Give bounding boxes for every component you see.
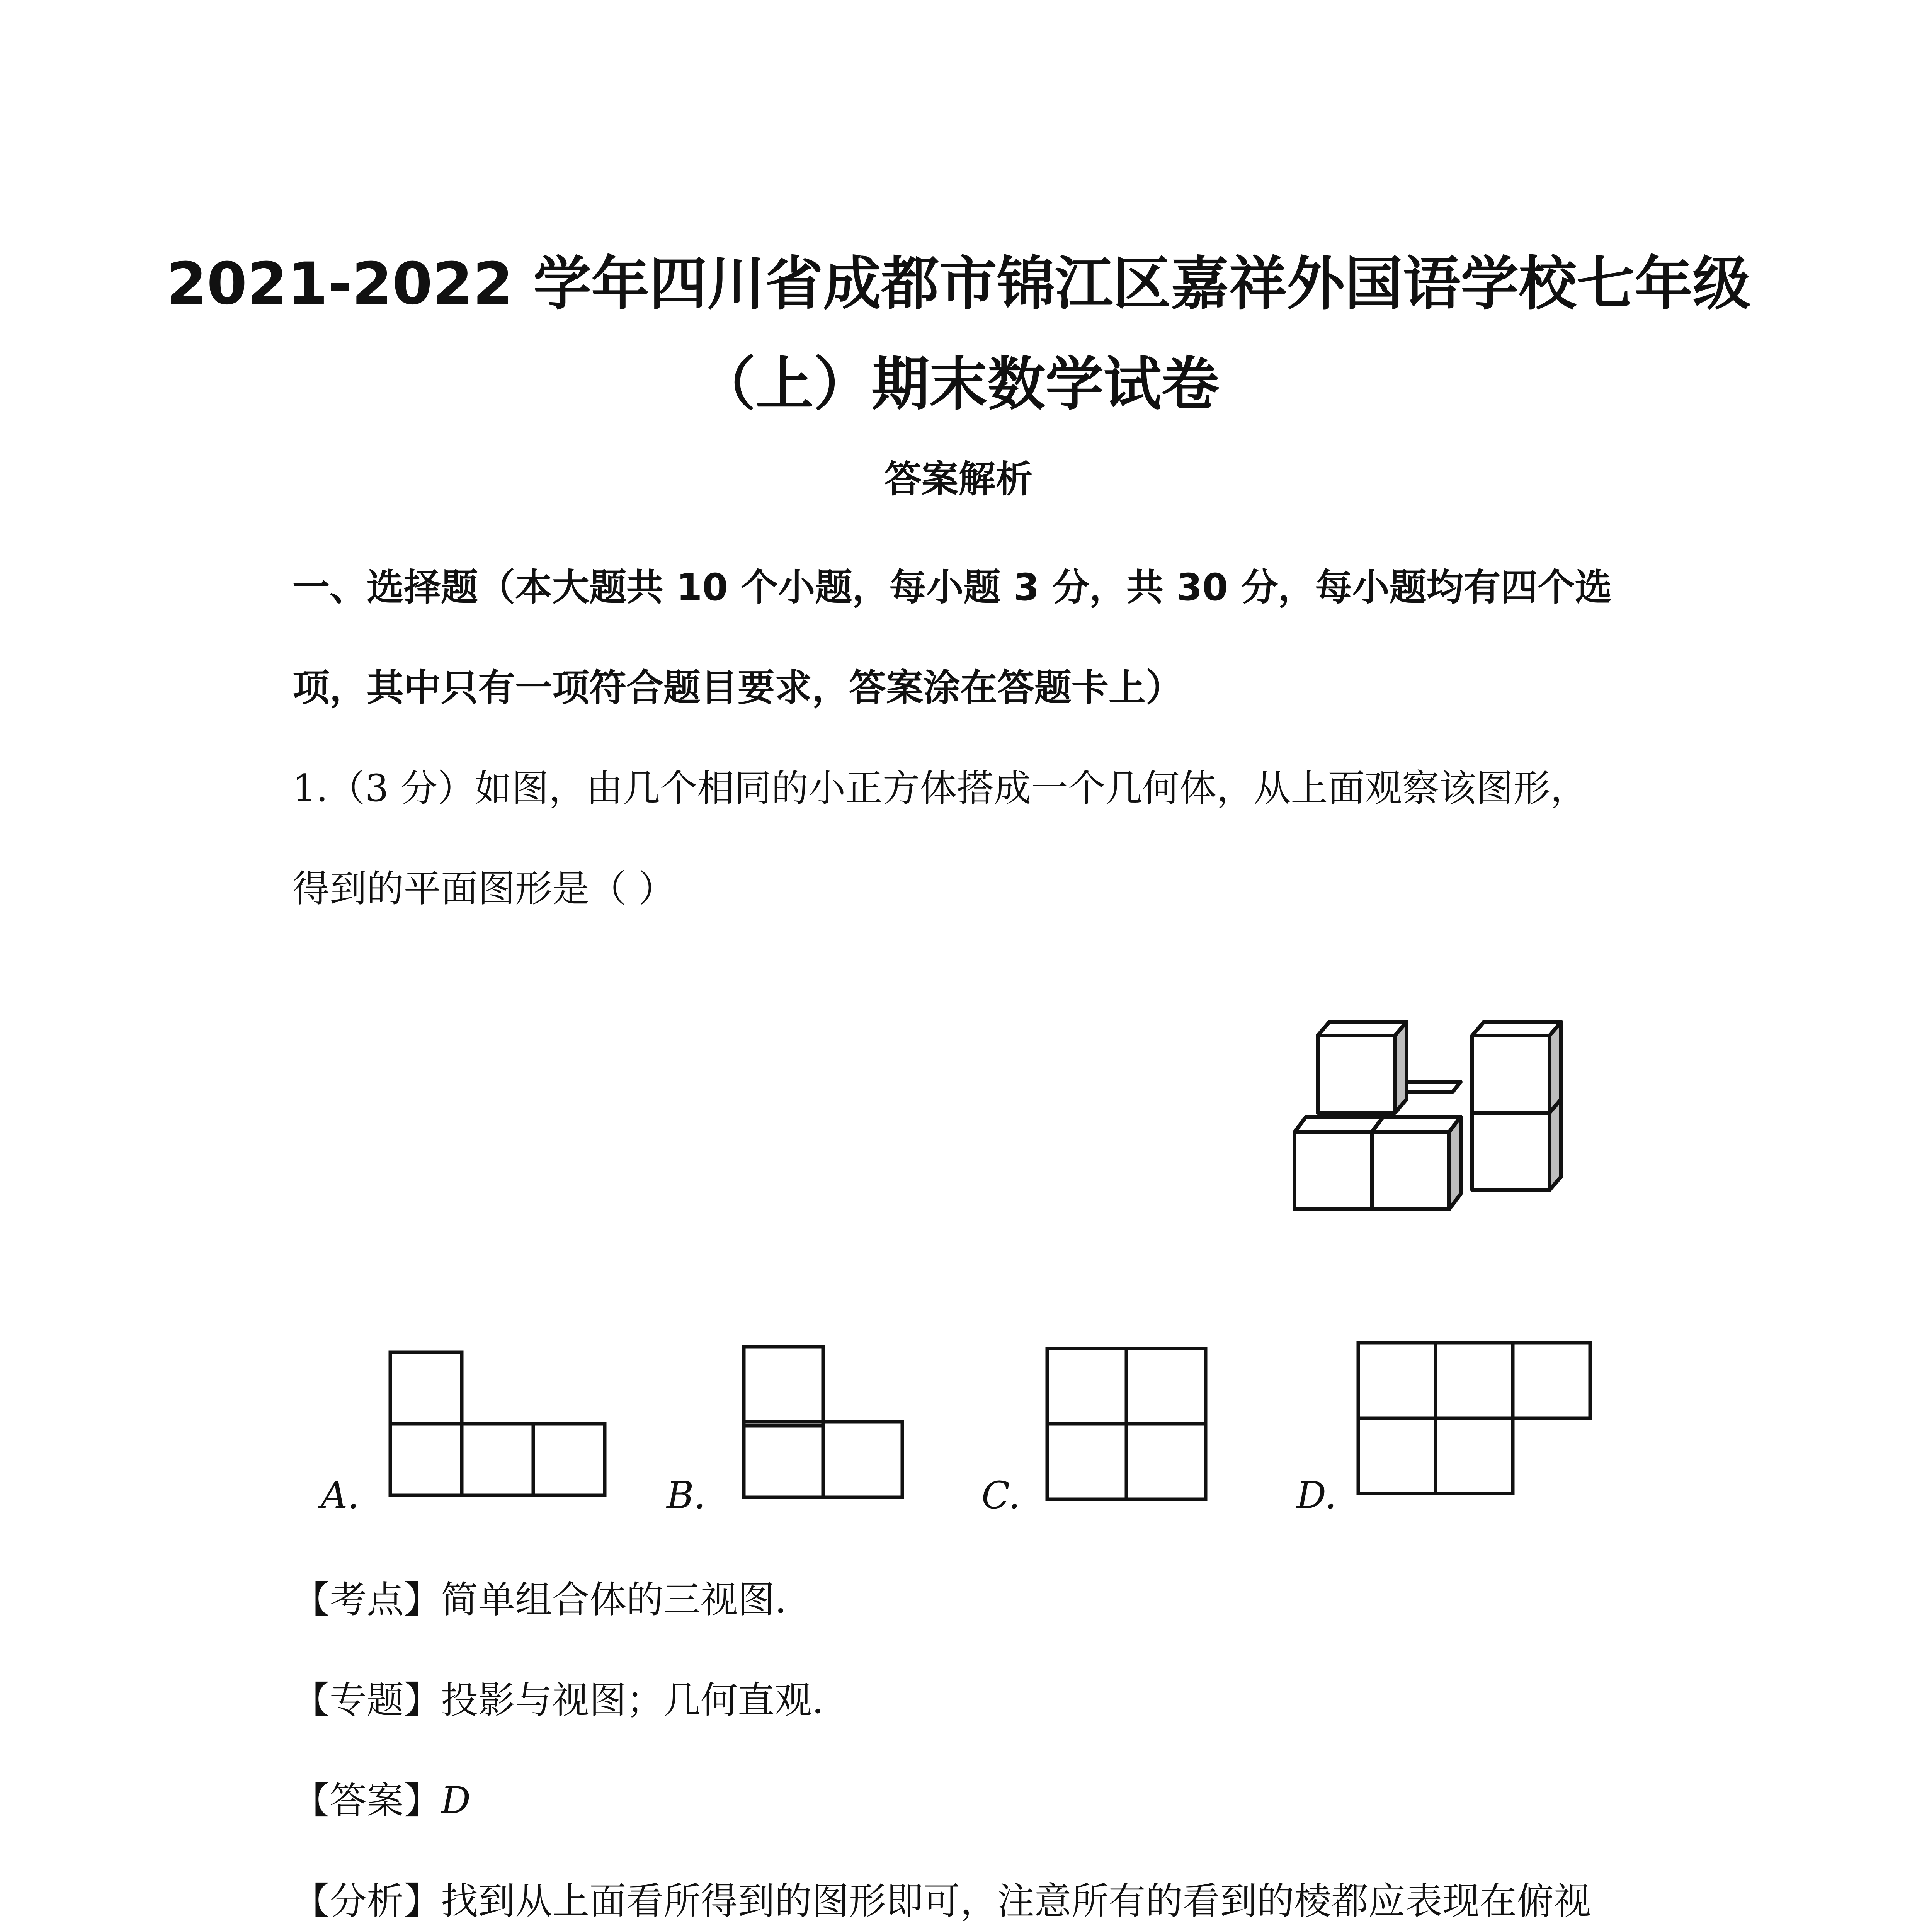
question-line2: 得到的平面图形是（ ）	[293, 867, 675, 910]
document-title-line2: （上）期末数学试卷	[697, 351, 1220, 418]
zhuanti-tag: 【专题】	[293, 1679, 441, 1722]
section-heading-line2: 项，其中只有一项符合题目要求，答案涂在答题卡上）	[293, 666, 1183, 709]
option-b-figure	[740, 1343, 910, 1505]
document-subtitle: 答案解析	[884, 457, 1033, 501]
fenxi-tag: 【分析】	[293, 1879, 441, 1923]
fenxi-text1: 找到从上面看所得到的图形即可，注意所有的看到的棱都应表现在俯视	[441, 1879, 1591, 1923]
cube-stack-figure	[1287, 1005, 1596, 1229]
option-c-label: C.	[981, 1474, 1021, 1517]
option-d-label: D.	[1296, 1474, 1337, 1517]
kaodian-text: 简单组合体的三视图.	[441, 1578, 787, 1621]
document-title-line1: 2021-2022 学年四川省成都市锦江区嘉祥外国语学校七年级	[166, 250, 1751, 318]
zhuanti-text: 投影与视图；几何直观.	[441, 1679, 824, 1722]
option-b-label: B.	[667, 1474, 706, 1517]
kaodian-tag: 【考点】	[293, 1578, 441, 1621]
kaodian-line	[293, 1580, 787, 1619]
option-a-label: A.	[321, 1474, 359, 1517]
option-a-figure	[386, 1349, 611, 1503]
fenxi-line1	[293, 1879, 1591, 1923]
daan-line	[293, 1781, 471, 1820]
daan-tag: 【答案】	[293, 1779, 441, 1822]
zhuanti-line	[293, 1679, 824, 1722]
question-line1: 1.（3 分）如图，由几个相同的小正方体搭成一个几何体，从上面观察该图形，	[293, 767, 1588, 810]
option-c-figure	[1043, 1345, 1213, 1507]
section-heading-line1: 一、选择题（本大题共 10 个小题，每小题 3 分，共 30 分，每小题均有四个选	[293, 566, 1612, 609]
option-d-figure	[1354, 1339, 1598, 1501]
daan-text: D	[441, 1779, 471, 1822]
